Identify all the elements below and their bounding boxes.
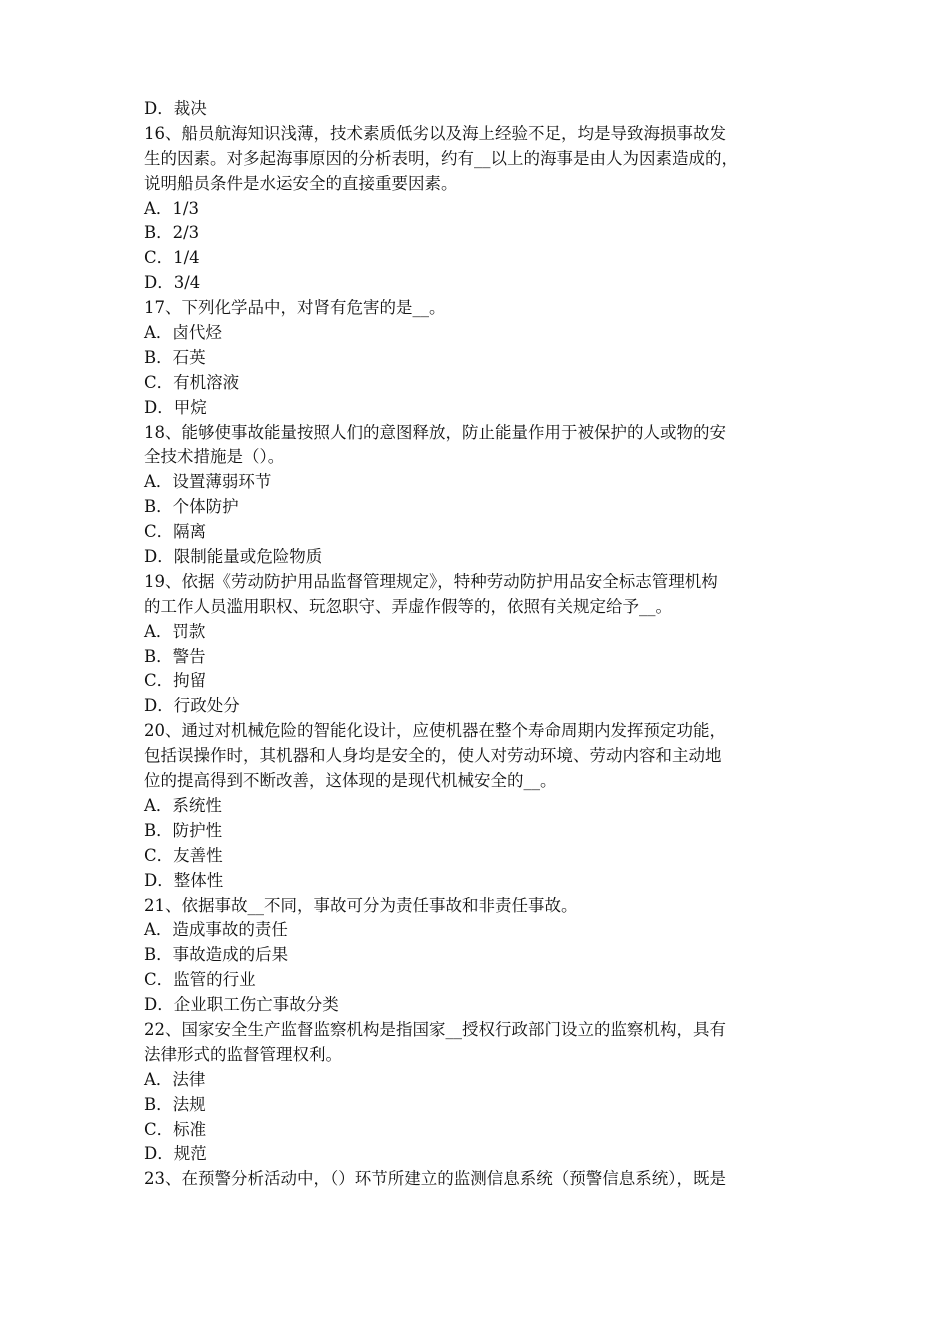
option-d: D．整体性 <box>144 870 224 890</box>
question-18 <box>144 421 812 570</box>
option-c: C．标准 <box>144 1119 207 1139</box>
option-c: C．有机溶液 <box>144 372 240 392</box>
option-c: C．拘留 <box>144 671 207 691</box>
option-c: C．隔离 <box>144 522 207 542</box>
question-text-line: 23、在预警分析活动中，（）环节所建立的监测信息系统（预警信息系统），既是 <box>144 1169 726 1189</box>
question-text-line: 包括误操作时，其机器和人身均是安全的，使人对劳动环境、劳动内容和主动地 <box>144 746 722 766</box>
question-text-line: 全技术措施是（）。 <box>144 447 285 467</box>
question-text-line: 21、依据事故__不同，事故可分为责任事故和非责任事故。 <box>144 895 578 915</box>
option-a: A．设置薄弱环节 <box>144 472 272 492</box>
question-text-line: 说明船员条件是水运安全的直接重要因素。 <box>144 173 458 193</box>
question-text-line: 17、下列化学品中，对肾有危害的是__。 <box>144 298 446 318</box>
option-a: A．造成事故的责任 <box>144 920 288 940</box>
option-a: A．法律 <box>144 1069 206 1089</box>
option-d: D．3/4 <box>144 273 201 293</box>
question-text-line: 22、国家安全生产监督监察机构是指国家__授权行政部门设立的监察机构，具有 <box>144 1019 726 1039</box>
option-d: D．行政处分 <box>144 696 240 716</box>
question-text-line: 18、能够使事故能量按照人们的意图释放，防止能量作用于被保护的人或物的安 <box>144 422 726 442</box>
question-text-line: 的工作人员滥用职权、玩忽职守、弄虚作假等的，依照有关规定给予__。 <box>144 596 672 616</box>
option-d: D．企业职工伤亡事故分类 <box>144 995 339 1015</box>
option-c: C．1/4 <box>144 248 200 268</box>
option-b: B．个体防护 <box>144 497 239 517</box>
question-16 <box>144 122 812 296</box>
question-19 <box>144 570 812 719</box>
document-page <box>144 97 812 1192</box>
option-a: A．卤代烃 <box>144 323 222 343</box>
option-b: B．防护性 <box>144 820 223 840</box>
question-text-line: 生的因素。对多起海事原因的分析表明，约有__以上的海事是由人为因素造成的， <box>144 148 738 168</box>
option-b: B．事故造成的后果 <box>144 945 289 965</box>
option-c: C．监管的行业 <box>144 970 256 990</box>
question-text-line: 位的提高得到不断改善，这体现的是现代机械安全的__。 <box>144 771 557 791</box>
question-text-line: 20、通过对机械危险的智能化设计，应使机器在整个寿命周期内发挥预定功能， <box>144 721 726 741</box>
option-d: D．规范 <box>144 1144 207 1164</box>
option-a: A．1/3 <box>144 198 199 218</box>
question-17 <box>144 296 812 420</box>
option-d: D．限制能量或危险物质 <box>144 547 323 567</box>
option-a: A．罚款 <box>144 621 206 641</box>
question-20 <box>144 719 812 893</box>
option-b: B．警告 <box>144 646 206 666</box>
option-a: A．系统性 <box>144 795 222 815</box>
option-d: D．甲烷 <box>144 397 207 417</box>
option-line: D．裁决 <box>144 99 207 118</box>
question-22 <box>144 1018 812 1167</box>
question-text-line: 法律形式的监督管理权利。 <box>144 1044 342 1064</box>
option-b: B．石英 <box>144 347 206 367</box>
option-b: B．法规 <box>144 1094 206 1114</box>
question-text-line: 19、依据《劳动防护用品监督管理规定》，特种劳动防护用品安全标志管理机构 <box>144 571 718 591</box>
question-21 <box>144 894 812 1018</box>
question-23 <box>144 1167 812 1192</box>
question-text-line: 16、船员航海知识浅薄，技术素质低劣以及海上经验不足，均是导致海损事故发 <box>144 123 726 143</box>
option-c: C．友善性 <box>144 845 223 865</box>
option-b: B．2/3 <box>144 223 200 243</box>
